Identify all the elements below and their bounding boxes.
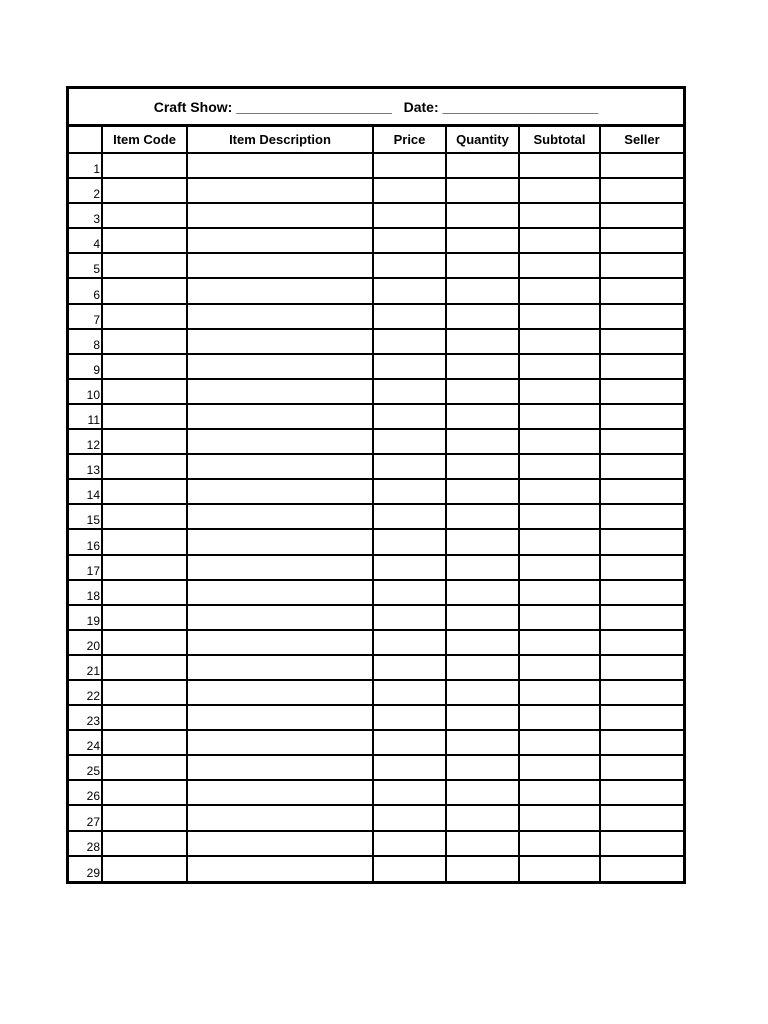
table-cell[interactable] <box>519 605 600 630</box>
table-cell[interactable] <box>446 856 519 881</box>
table-cell[interactable] <box>446 831 519 856</box>
table-cell[interactable] <box>187 253 373 278</box>
table-cell[interactable] <box>102 730 187 755</box>
row-number: 16 <box>69 529 102 554</box>
table-row <box>69 454 683 479</box>
table-cell[interactable] <box>102 278 187 303</box>
column-header: Price <box>373 127 446 153</box>
table-cell[interactable] <box>519 329 600 354</box>
table-cell[interactable] <box>600 555 683 580</box>
table-cell[interactable] <box>102 705 187 730</box>
table-cell[interactable] <box>446 479 519 504</box>
table-row <box>69 605 683 630</box>
table-cell[interactable] <box>187 304 373 329</box>
craft-show-label: Craft Show: <box>153 98 233 115</box>
table-cell[interactable] <box>600 605 683 630</box>
table-cell[interactable] <box>600 529 683 554</box>
table-cell[interactable] <box>373 304 446 329</box>
table-cell[interactable] <box>187 856 373 881</box>
table-cell[interactable] <box>187 178 373 203</box>
table-cell[interactable] <box>600 178 683 203</box>
table-row <box>69 680 683 705</box>
column-header: Item Code <box>102 127 187 153</box>
column-header: Seller <box>600 127 683 153</box>
row-number: 21 <box>69 655 102 680</box>
table-cell[interactable] <box>600 354 683 379</box>
table-cell[interactable] <box>446 429 519 454</box>
table-cell[interactable] <box>600 730 683 755</box>
table-cell[interactable] <box>187 228 373 253</box>
row-number: 27 <box>69 805 102 830</box>
table-cell[interactable] <box>187 605 373 630</box>
table-cell[interactable] <box>600 680 683 705</box>
table-cell[interactable] <box>600 429 683 454</box>
sheet-title-row <box>69 89 683 127</box>
date-label: Date: <box>403 98 439 115</box>
table-cell[interactable] <box>373 479 446 504</box>
row-number-header <box>69 127 102 153</box>
table-cell[interactable] <box>446 730 519 755</box>
table-cell[interactable] <box>446 605 519 630</box>
table-row <box>69 755 683 780</box>
table-cell[interactable] <box>187 705 373 730</box>
table-cell[interactable] <box>446 178 519 203</box>
table-cell[interactable] <box>373 630 446 655</box>
table-cell[interactable] <box>446 680 519 705</box>
table-cell[interactable] <box>600 705 683 730</box>
table-cell[interactable] <box>373 504 446 529</box>
table-cell[interactable] <box>446 705 519 730</box>
table-cell[interactable] <box>373 655 446 680</box>
table-cell[interactable] <box>102 504 187 529</box>
table-cell[interactable] <box>373 705 446 730</box>
table-cell[interactable] <box>600 831 683 856</box>
row-number: 5 <box>69 253 102 278</box>
table-cell[interactable] <box>446 329 519 354</box>
table-body <box>69 153 683 881</box>
table-cell[interactable] <box>187 504 373 529</box>
table-cell[interactable] <box>519 555 600 580</box>
row-number: 7 <box>69 304 102 329</box>
table-cell[interactable] <box>373 555 446 580</box>
table-cell[interactable] <box>187 655 373 680</box>
table-cell[interactable] <box>519 253 600 278</box>
table-row <box>69 856 683 881</box>
table-cell[interactable] <box>373 404 446 429</box>
table-cell[interactable] <box>600 203 683 228</box>
table-row <box>69 730 683 755</box>
table-cell[interactable] <box>102 580 187 605</box>
table-row <box>69 805 683 830</box>
table-cell[interactable] <box>187 755 373 780</box>
table-row <box>69 329 683 354</box>
table-cell[interactable] <box>373 805 446 830</box>
table-cell[interactable] <box>600 454 683 479</box>
table-cell[interactable] <box>102 329 187 354</box>
row-number: 14 <box>69 479 102 504</box>
table-cell[interactable] <box>519 630 600 655</box>
table-cell[interactable] <box>102 253 187 278</box>
table-row <box>69 705 683 730</box>
date-blank: ____________________ <box>442 98 599 115</box>
table-cell[interactable] <box>102 304 187 329</box>
table-cell[interactable] <box>373 730 446 755</box>
table-cell[interactable] <box>519 228 600 253</box>
table-cell[interactable] <box>373 580 446 605</box>
table-cell[interactable] <box>373 831 446 856</box>
table-cell[interactable] <box>102 203 187 228</box>
table-cell[interactable] <box>373 856 446 881</box>
row-number: 22 <box>69 680 102 705</box>
table-cell[interactable] <box>519 680 600 705</box>
table-cell[interactable] <box>519 304 600 329</box>
table-cell[interactable] <box>519 755 600 780</box>
table-cell[interactable] <box>600 153 683 178</box>
table-cell[interactable] <box>600 404 683 429</box>
table-cell[interactable] <box>446 253 519 278</box>
row-number: 19 <box>69 605 102 630</box>
table-cell[interactable] <box>187 780 373 805</box>
table-cell[interactable] <box>446 203 519 228</box>
table-cell[interactable] <box>600 479 683 504</box>
table-cell[interactable] <box>373 379 446 404</box>
table-cell[interactable] <box>187 805 373 830</box>
table-cell[interactable] <box>102 454 187 479</box>
table-row <box>69 780 683 805</box>
craft-show-blank: ____________________ <box>236 98 392 115</box>
table-cell[interactable] <box>102 605 187 630</box>
table-cell[interactable] <box>600 580 683 605</box>
row-number: 12 <box>69 429 102 454</box>
table-cell[interactable] <box>519 203 600 228</box>
table-cell[interactable] <box>446 354 519 379</box>
table-cell[interactable] <box>519 278 600 303</box>
table-cell[interactable] <box>600 755 683 780</box>
table-cell[interactable] <box>519 529 600 554</box>
row-number: 15 <box>69 504 102 529</box>
table-cell[interactable] <box>519 655 600 680</box>
table-cell[interactable] <box>519 730 600 755</box>
table-cell[interactable] <box>519 153 600 178</box>
row-number: 20 <box>69 630 102 655</box>
row-number: 28 <box>69 831 102 856</box>
table-cell[interactable] <box>446 278 519 303</box>
row-number: 23 <box>69 705 102 730</box>
table-cell[interactable] <box>102 153 187 178</box>
table-cell[interactable] <box>187 555 373 580</box>
table-cell[interactable] <box>519 831 600 856</box>
table-row <box>69 354 683 379</box>
table-cell[interactable] <box>102 429 187 454</box>
table-cell[interactable] <box>102 479 187 504</box>
table-cell[interactable] <box>102 555 187 580</box>
table-cell[interactable] <box>600 329 683 354</box>
row-number: 17 <box>69 555 102 580</box>
table-cell[interactable] <box>187 278 373 303</box>
table-cell[interactable] <box>446 780 519 805</box>
table-cell[interactable] <box>600 780 683 805</box>
table-cell[interactable] <box>519 805 600 830</box>
table-cell[interactable] <box>373 278 446 303</box>
table-cell[interactable] <box>373 178 446 203</box>
table-cell[interactable] <box>102 655 187 680</box>
table-row <box>69 379 683 404</box>
column-header: Quantity <box>446 127 519 153</box>
table-cell[interactable] <box>600 805 683 830</box>
table-cell[interactable] <box>373 680 446 705</box>
row-number: 10 <box>69 379 102 404</box>
table-cell[interactable] <box>600 253 683 278</box>
table-cell[interactable] <box>187 429 373 454</box>
table-cell[interactable] <box>446 555 519 580</box>
table-cell[interactable] <box>446 454 519 479</box>
table-cell[interactable] <box>187 580 373 605</box>
table-cell[interactable] <box>446 304 519 329</box>
row-number: 29 <box>69 856 102 881</box>
table-cell[interactable] <box>373 253 446 278</box>
table-cell[interactable] <box>519 705 600 730</box>
table-cell[interactable] <box>102 178 187 203</box>
table-cell[interactable] <box>373 605 446 630</box>
table-cell[interactable] <box>187 354 373 379</box>
table-cell[interactable] <box>600 379 683 404</box>
table-cell[interactable] <box>373 529 446 554</box>
table-cell[interactable] <box>446 379 519 404</box>
table-cell[interactable] <box>102 630 187 655</box>
table-cell[interactable] <box>519 780 600 805</box>
table-row <box>69 404 683 429</box>
table-cell[interactable] <box>102 379 187 404</box>
table-cell[interactable] <box>187 454 373 479</box>
table-cell[interactable] <box>187 203 373 228</box>
table-row <box>69 178 683 203</box>
table-cell[interactable] <box>102 354 187 379</box>
table-cell[interactable] <box>600 504 683 529</box>
table-cell[interactable] <box>446 404 519 429</box>
table-row <box>69 529 683 554</box>
table-row <box>69 304 683 329</box>
row-number: 18 <box>69 580 102 605</box>
table-cell[interactable] <box>373 429 446 454</box>
row-number: 3 <box>69 203 102 228</box>
table-row <box>69 630 683 655</box>
table-row <box>69 580 683 605</box>
table-cell[interactable] <box>446 755 519 780</box>
column-header: Item Description <box>187 127 373 153</box>
row-number: 24 <box>69 730 102 755</box>
row-number: 2 <box>69 178 102 203</box>
row-number: 26 <box>69 780 102 805</box>
table-cell[interactable] <box>446 153 519 178</box>
table-row <box>69 228 683 253</box>
table-cell[interactable] <box>519 580 600 605</box>
table-cell[interactable] <box>102 831 187 856</box>
table-cell[interactable] <box>187 404 373 429</box>
table-cell[interactable] <box>519 504 600 529</box>
table-header-row <box>69 127 683 153</box>
table-cell[interactable] <box>187 529 373 554</box>
table-cell[interactable] <box>102 404 187 429</box>
table-cell[interactable] <box>600 630 683 655</box>
table-cell[interactable] <box>600 228 683 253</box>
row-number: 8 <box>69 329 102 354</box>
table-cell[interactable] <box>373 329 446 354</box>
table-cell[interactable] <box>519 178 600 203</box>
table-cell[interactable] <box>102 856 187 881</box>
table-cell[interactable] <box>373 354 446 379</box>
table-row <box>69 153 683 178</box>
table-cell[interactable] <box>373 755 446 780</box>
table-cell[interactable] <box>519 354 600 379</box>
table-cell[interactable] <box>373 153 446 178</box>
table-cell[interactable] <box>446 504 519 529</box>
row-number: 13 <box>69 454 102 479</box>
table-cell[interactable] <box>446 630 519 655</box>
table-row <box>69 655 683 680</box>
table-cell[interactable] <box>102 228 187 253</box>
table-cell[interactable] <box>102 805 187 830</box>
table-cell[interactable] <box>600 278 683 303</box>
row-number: 9 <box>69 354 102 379</box>
table-cell[interactable] <box>102 680 187 705</box>
table-cell[interactable] <box>373 228 446 253</box>
table-cell[interactable] <box>446 655 519 680</box>
table-row <box>69 429 683 454</box>
craft-show-sheet <box>66 86 686 884</box>
table-cell[interactable] <box>187 379 373 404</box>
table-cell[interactable] <box>600 655 683 680</box>
table-row <box>69 278 683 303</box>
row-number: 4 <box>69 228 102 253</box>
table-cell[interactable] <box>187 479 373 504</box>
table-cell[interactable] <box>519 379 600 404</box>
table-cell[interactable] <box>446 580 519 605</box>
table-cell[interactable] <box>187 730 373 755</box>
row-number: 6 <box>69 278 102 303</box>
table-row <box>69 203 683 228</box>
table-row <box>69 479 683 504</box>
table-cell[interactable] <box>519 454 600 479</box>
table-cell[interactable] <box>187 153 373 178</box>
table-cell[interactable] <box>187 630 373 655</box>
table-cell[interactable] <box>519 856 600 881</box>
row-number: 25 <box>69 755 102 780</box>
table-row <box>69 555 683 580</box>
table-row <box>69 253 683 278</box>
inventory-table <box>69 127 683 881</box>
table-cell[interactable] <box>187 329 373 354</box>
column-header: Subtotal <box>519 127 600 153</box>
table-cell[interactable] <box>373 454 446 479</box>
table-cell[interactable] <box>373 203 446 228</box>
table-row <box>69 504 683 529</box>
table-cell[interactable] <box>446 805 519 830</box>
table-cell[interactable] <box>519 479 600 504</box>
table-cell[interactable] <box>600 304 683 329</box>
table-cell[interactable] <box>446 228 519 253</box>
table-cell[interactable] <box>446 529 519 554</box>
row-number: 1 <box>69 153 102 178</box>
table-cell[interactable] <box>102 780 187 805</box>
row-number: 11 <box>69 404 102 429</box>
table-row <box>69 831 683 856</box>
table-cell[interactable] <box>102 529 187 554</box>
table-cell[interactable] <box>519 404 600 429</box>
table-cell[interactable] <box>187 680 373 705</box>
table-cell[interactable] <box>373 780 446 805</box>
table-cell[interactable] <box>519 429 600 454</box>
table-cell[interactable] <box>102 755 187 780</box>
table-cell[interactable] <box>600 856 683 881</box>
table-cell[interactable] <box>187 831 373 856</box>
